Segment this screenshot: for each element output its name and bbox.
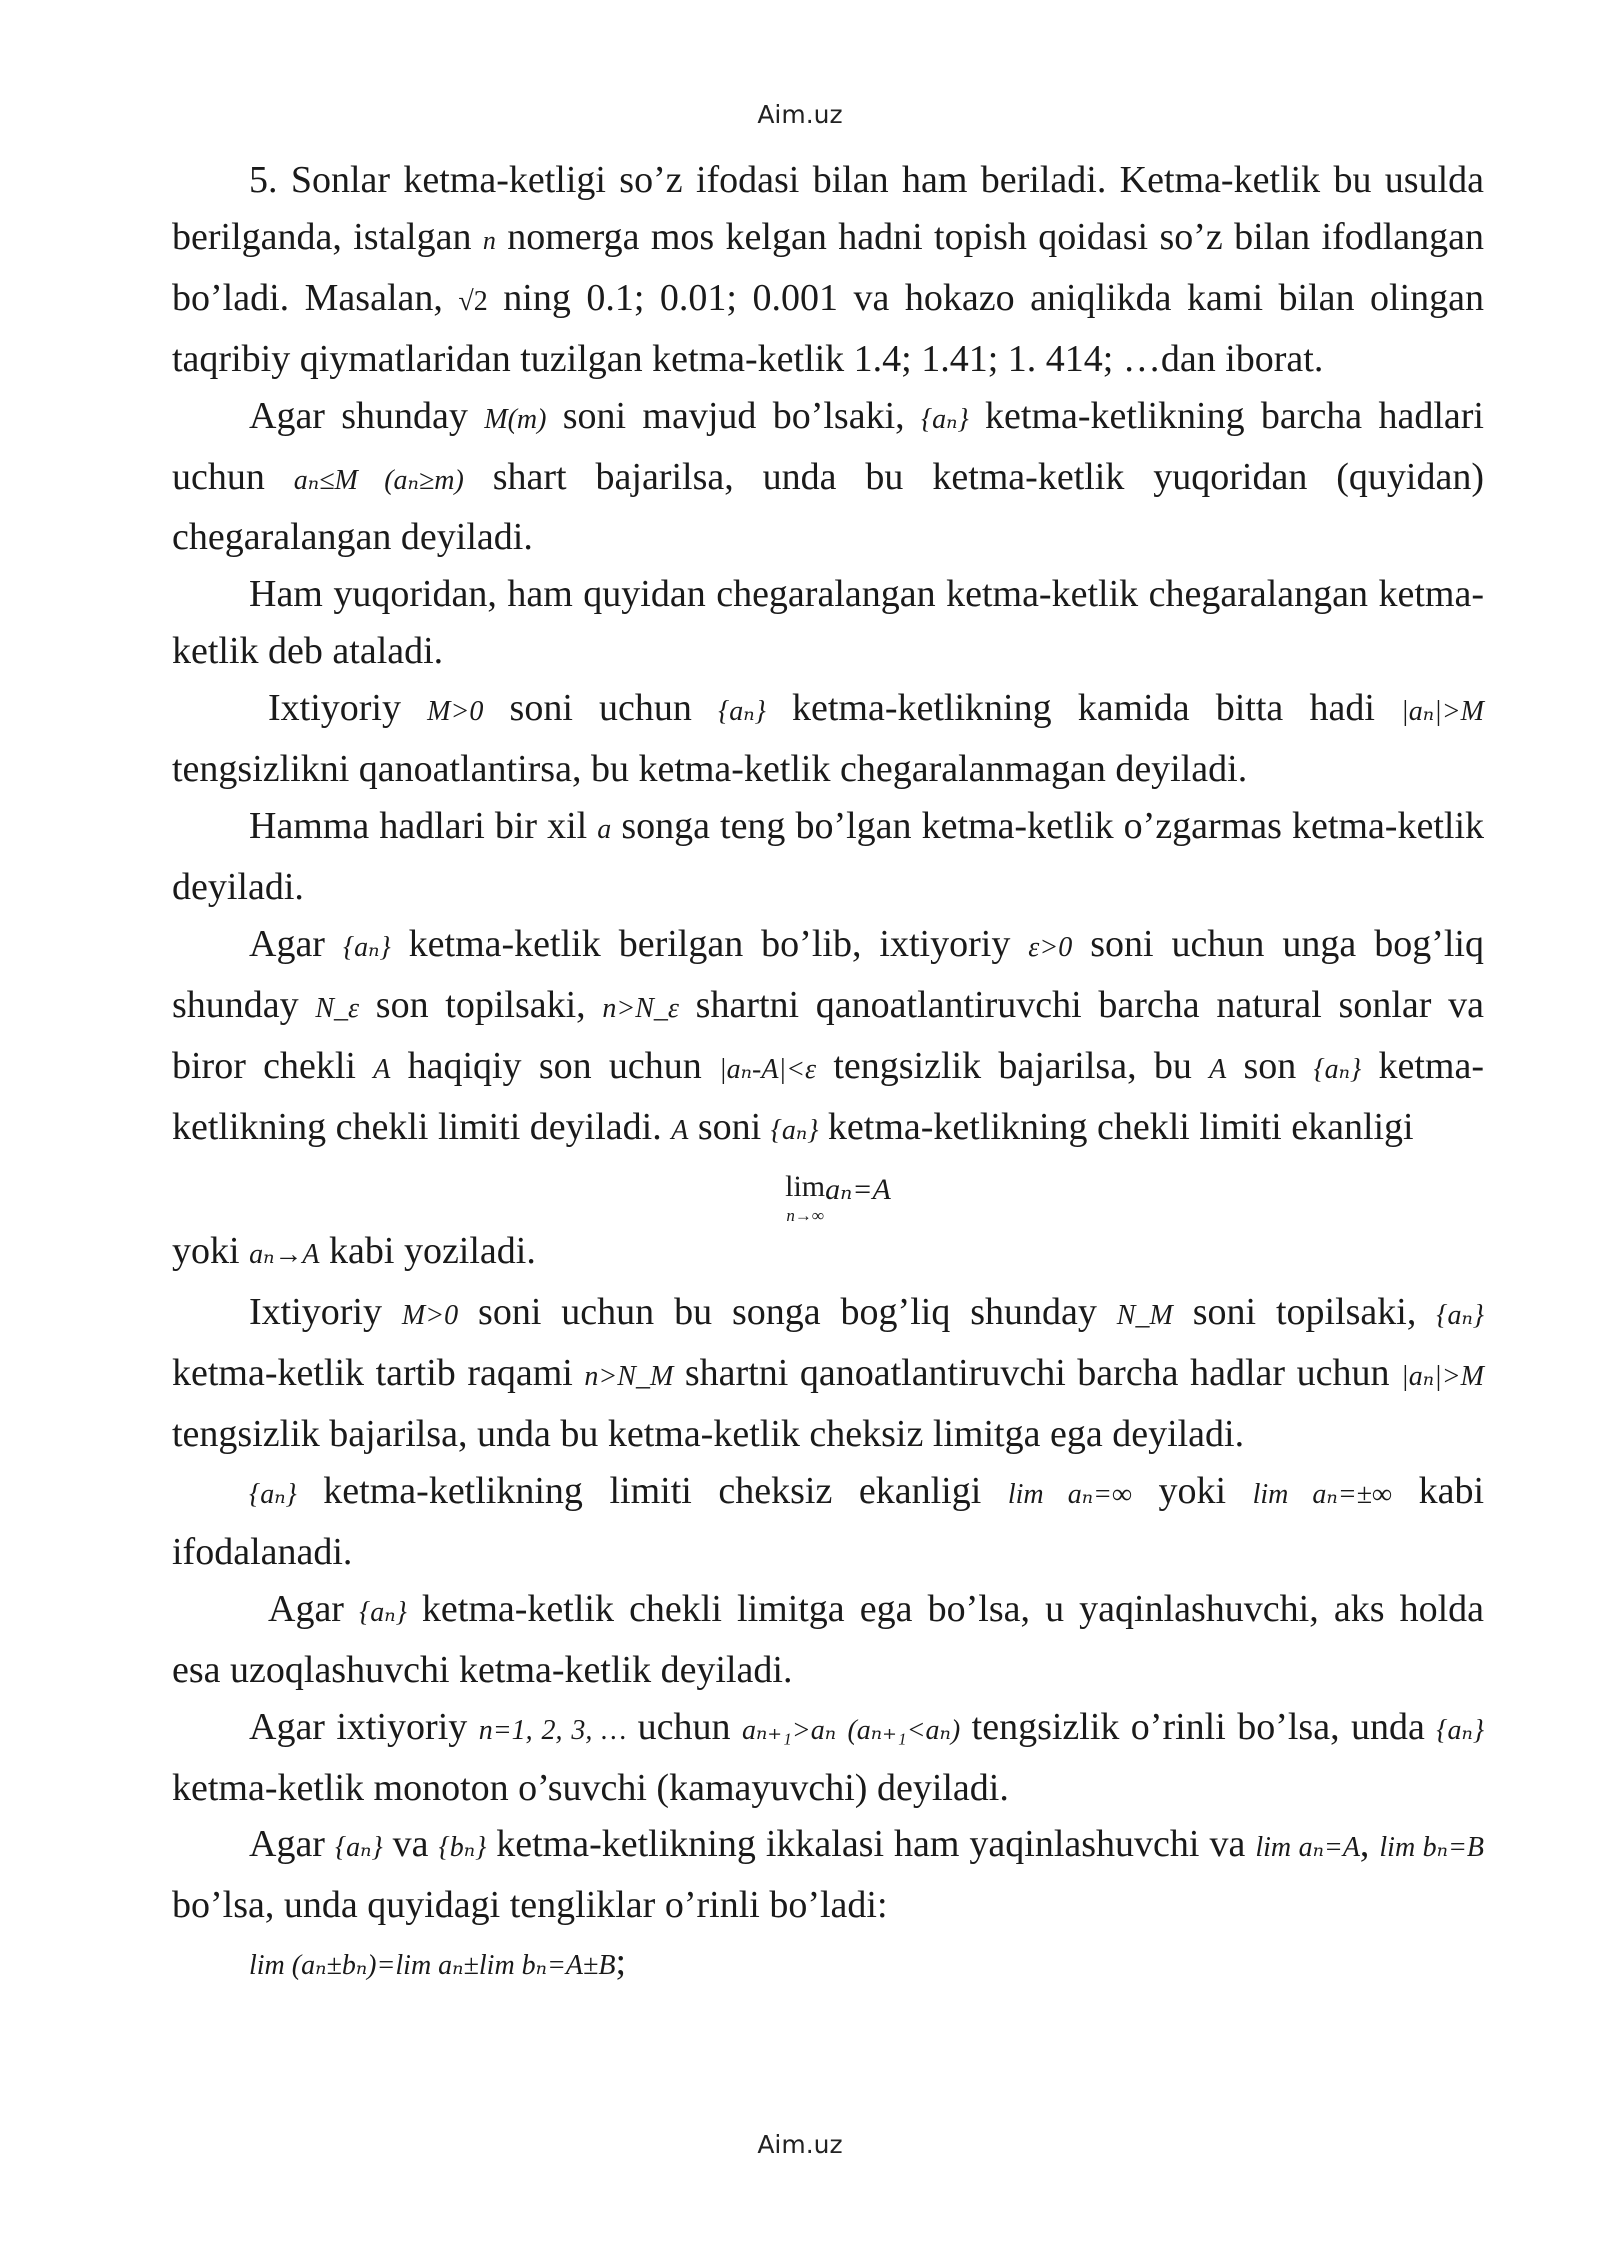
math-inline: M>0 [401, 1300, 459, 1332]
paragraph-12 [172, 1816, 1484, 1934]
paragraph-2 [172, 388, 1484, 567]
text-run: uchun [626, 1705, 742, 1748]
text-run: ketma-ketlikning barcha hadlari uchun [172, 394, 1484, 498]
math-inline: {aₙ} [342, 931, 391, 963]
math-inline: M(m) [484, 403, 547, 435]
math-inline: {aₙ} [1313, 1053, 1362, 1085]
math-inline: N_ε [315, 992, 360, 1024]
text-run: kabi yoziladi. [319, 1230, 536, 1273]
text-run: yoki [1131, 1470, 1253, 1513]
paragraph-7 [172, 1223, 1484, 1284]
text-run: soni [688, 1105, 771, 1148]
text-run: Hamma hadlari bir xil [249, 804, 598, 847]
text-run: shartni qanoatlantiruvchi barcha natural sonlar va biror chekli [172, 983, 1484, 1087]
paragraph-8 [172, 1284, 1484, 1463]
lim-subscript: n→∞ [786, 1206, 824, 1226]
math-inline: {aₙ} [920, 403, 969, 435]
text-run: ketma-ketlikning chekli limiti ekanligi [818, 1105, 1414, 1148]
paragraph-6 [172, 916, 1484, 1160]
text-run: ketma-ketlik chekli limitga ega bo’lsa, u yaqinlashuvchi, aks holda esa uzoqlashuvchi ketma-ketlik deyiladi. [172, 1587, 1485, 1691]
text-run: ketma-ketlikning kamida bitta hadi [765, 687, 1402, 730]
paragraph-1 [172, 152, 1484, 388]
math-inline: (aₙ₊₁<aₙ) [847, 1714, 961, 1746]
math-inline: |aₙ|>M [1401, 1361, 1484, 1393]
text-run: nomerga mos kelgan hadni topish qoidasi so’z bilan ifodlangan bo’ladi. Masalan, [172, 215, 1484, 319]
math-inline: n [482, 225, 496, 255]
text-run: soni uchun bu songa bog’liq shunday [458, 1291, 1117, 1334]
math-inline: a [597, 813, 612, 845]
math-inline: {aₙ} [770, 1114, 819, 1146]
text-run: 5. Sonlar ketma-ketligi so’z ifodasi bilan ham beriladi. Ketma-ketlik bu usulda berilganda, istalgan [172, 159, 1484, 258]
paragraph-11 [172, 1699, 1484, 1817]
paragraph-5 [172, 798, 1484, 916]
math-inline: |aₙ-A|<ε [718, 1053, 817, 1085]
text-run: Agar [249, 1823, 335, 1866]
math-inline: lim bₙ=B [1379, 1832, 1485, 1864]
footer-site-label: Aim.uz [757, 2130, 843, 2159]
paragraph-4 [172, 680, 1484, 798]
document-body [172, 152, 1484, 1995]
text-run: soni uchun [483, 687, 719, 730]
paragraph-10 [172, 1581, 1484, 1699]
limit-expression: aₙ=A [825, 1173, 891, 1207]
math-inline: N_M [1116, 1300, 1173, 1332]
text-run: ketma-ketlikning ikkalasi ham yaqinlashuvchi va [486, 1823, 1256, 1866]
math-inline: {aₙ} [249, 1479, 297, 1511]
paragraph-3: Ham yuqoridan, ham quyidan chegaralangan ketma-ketlik chegaralangan ketma-ketlik deb ataladi. [172, 573, 1484, 673]
text-run: Ixtiyoriy [249, 1291, 402, 1334]
limit-formula [172, 1159, 1484, 1226]
math-inline: lim aₙ=±∞ [1252, 1479, 1393, 1511]
text-run: soni topilsaki, [1172, 1291, 1437, 1334]
math-inline: A [671, 1114, 689, 1146]
math-inline: lim aₙ=∞ [1007, 1479, 1132, 1511]
lim-label: lim [785, 1170, 826, 1204]
math-inline: M>0 [427, 696, 484, 728]
text-run: Ixtiyoriy [268, 687, 428, 730]
text-run: yoki [172, 1230, 250, 1273]
text-run: haqiqiy son uchun [390, 1044, 719, 1087]
math-inline: {bₙ} [438, 1832, 487, 1864]
paragraph-13 [172, 1934, 1484, 1995]
math-inline: lim aₙ=A [1255, 1832, 1360, 1864]
math-inline: √2 [458, 285, 488, 317]
text-run: ketma-ketlikning limiti cheksiz ekanligi [296, 1470, 1008, 1513]
math-inline: |aₙ|>M [1401, 696, 1485, 728]
text-run: ketma-ketlik monoton o’suvchi (kamayuvchi) deyiladi. [172, 1766, 1009, 1809]
text-run: ; [615, 1941, 627, 1984]
text-run: son topilsaki, [359, 983, 603, 1026]
header-site-label: Aim.uz [757, 100, 843, 129]
text-run: ketma-ketlik tartib raqami [172, 1352, 585, 1395]
text-run: ketma-ketlik berilgan bo’lib, ixtiyoriy [390, 922, 1029, 965]
math-inline: aₙ≤M (aₙ≥m) [293, 464, 464, 496]
text-run: soni mavjud bo’lsaki, [546, 394, 921, 437]
text-run: Agar [268, 1587, 360, 1630]
text-run: shartni qanoatlantiruvchi barcha hadlar uchun [673, 1352, 1402, 1395]
text-run [836, 1706, 847, 1748]
math-inline: n>N_ε [602, 992, 679, 1024]
text-run: son [1226, 1044, 1314, 1087]
math-inline: aₙ₊₁>aₙ [741, 1714, 837, 1746]
math-inline: ε>0 [1028, 931, 1073, 963]
math-inline: {aₙ} [1436, 1300, 1485, 1332]
text-run: tengsizlik bajarilsa, unda bu ketma-ketlik cheksiz limitga ega deyiladi. [172, 1413, 1245, 1456]
math-inline: aₙ→A [249, 1239, 320, 1271]
paragraph-9 [172, 1463, 1484, 1581]
math-inline: A [373, 1053, 391, 1085]
text-run: va [382, 1823, 439, 1866]
math-inline: n>N_M [584, 1361, 674, 1393]
math-inline: lim (aₙ±bₙ)=lim aₙ±lim bₙ=A±B [249, 1950, 616, 1982]
text-run: soni uchun unga bog’liq shunday [172, 922, 1484, 1026]
text-run: tengsizlik bajarilsa, bu [816, 1044, 1210, 1087]
text-run: Agar ixtiyoriy [249, 1705, 479, 1748]
text-run: tengsizlik o’rinli bo’lsa, unda [960, 1705, 1437, 1748]
text-run: ketma-ketlikning chekli limiti deyiladi. [172, 1044, 1484, 1148]
text-run: bo’lsa, unda quyidagi tengliklar o’rinli bo’ladi: [172, 1884, 888, 1927]
limit-operator [785, 1159, 826, 1226]
text-run: shart bajarilsa, unda bu ketma-ketlik yuqoridan (quyidan) chegaralangan deyiladi. [172, 455, 1484, 559]
text-run: kabi ifodalanadi. [172, 1470, 1485, 1573]
text-run: tengsizlikni qanoatlantirsa, bu ketma-ketlik chegaralanmagan deyiladi. [172, 748, 1248, 791]
math-inline: {aₙ} [1436, 1714, 1485, 1746]
text-run: ning 0.1; 0.01; 0.001 va hokazo aniqlikda kami bilan olingan taqribiy qiymatlaridan tuzilgan ketma-ketlik 1.4; 1.41; 1. 414; …dan iborat. [172, 276, 1484, 380]
math-inline: n=1, 2, 3, … [478, 1714, 627, 1746]
math-inline: {aₙ} [359, 1596, 407, 1628]
text-run: Agar shunday [249, 394, 485, 437]
text-run: songa teng bo’lgan ketma-ketlik o’zgarmas ketma-ketlik deyiladi. [172, 804, 1484, 908]
math-inline: A [1209, 1053, 1227, 1085]
text-run: Agar [249, 922, 343, 965]
math-inline: {aₙ} [718, 696, 766, 728]
text-run: , [1359, 1823, 1380, 1866]
math-inline: {aₙ} [334, 1832, 383, 1864]
